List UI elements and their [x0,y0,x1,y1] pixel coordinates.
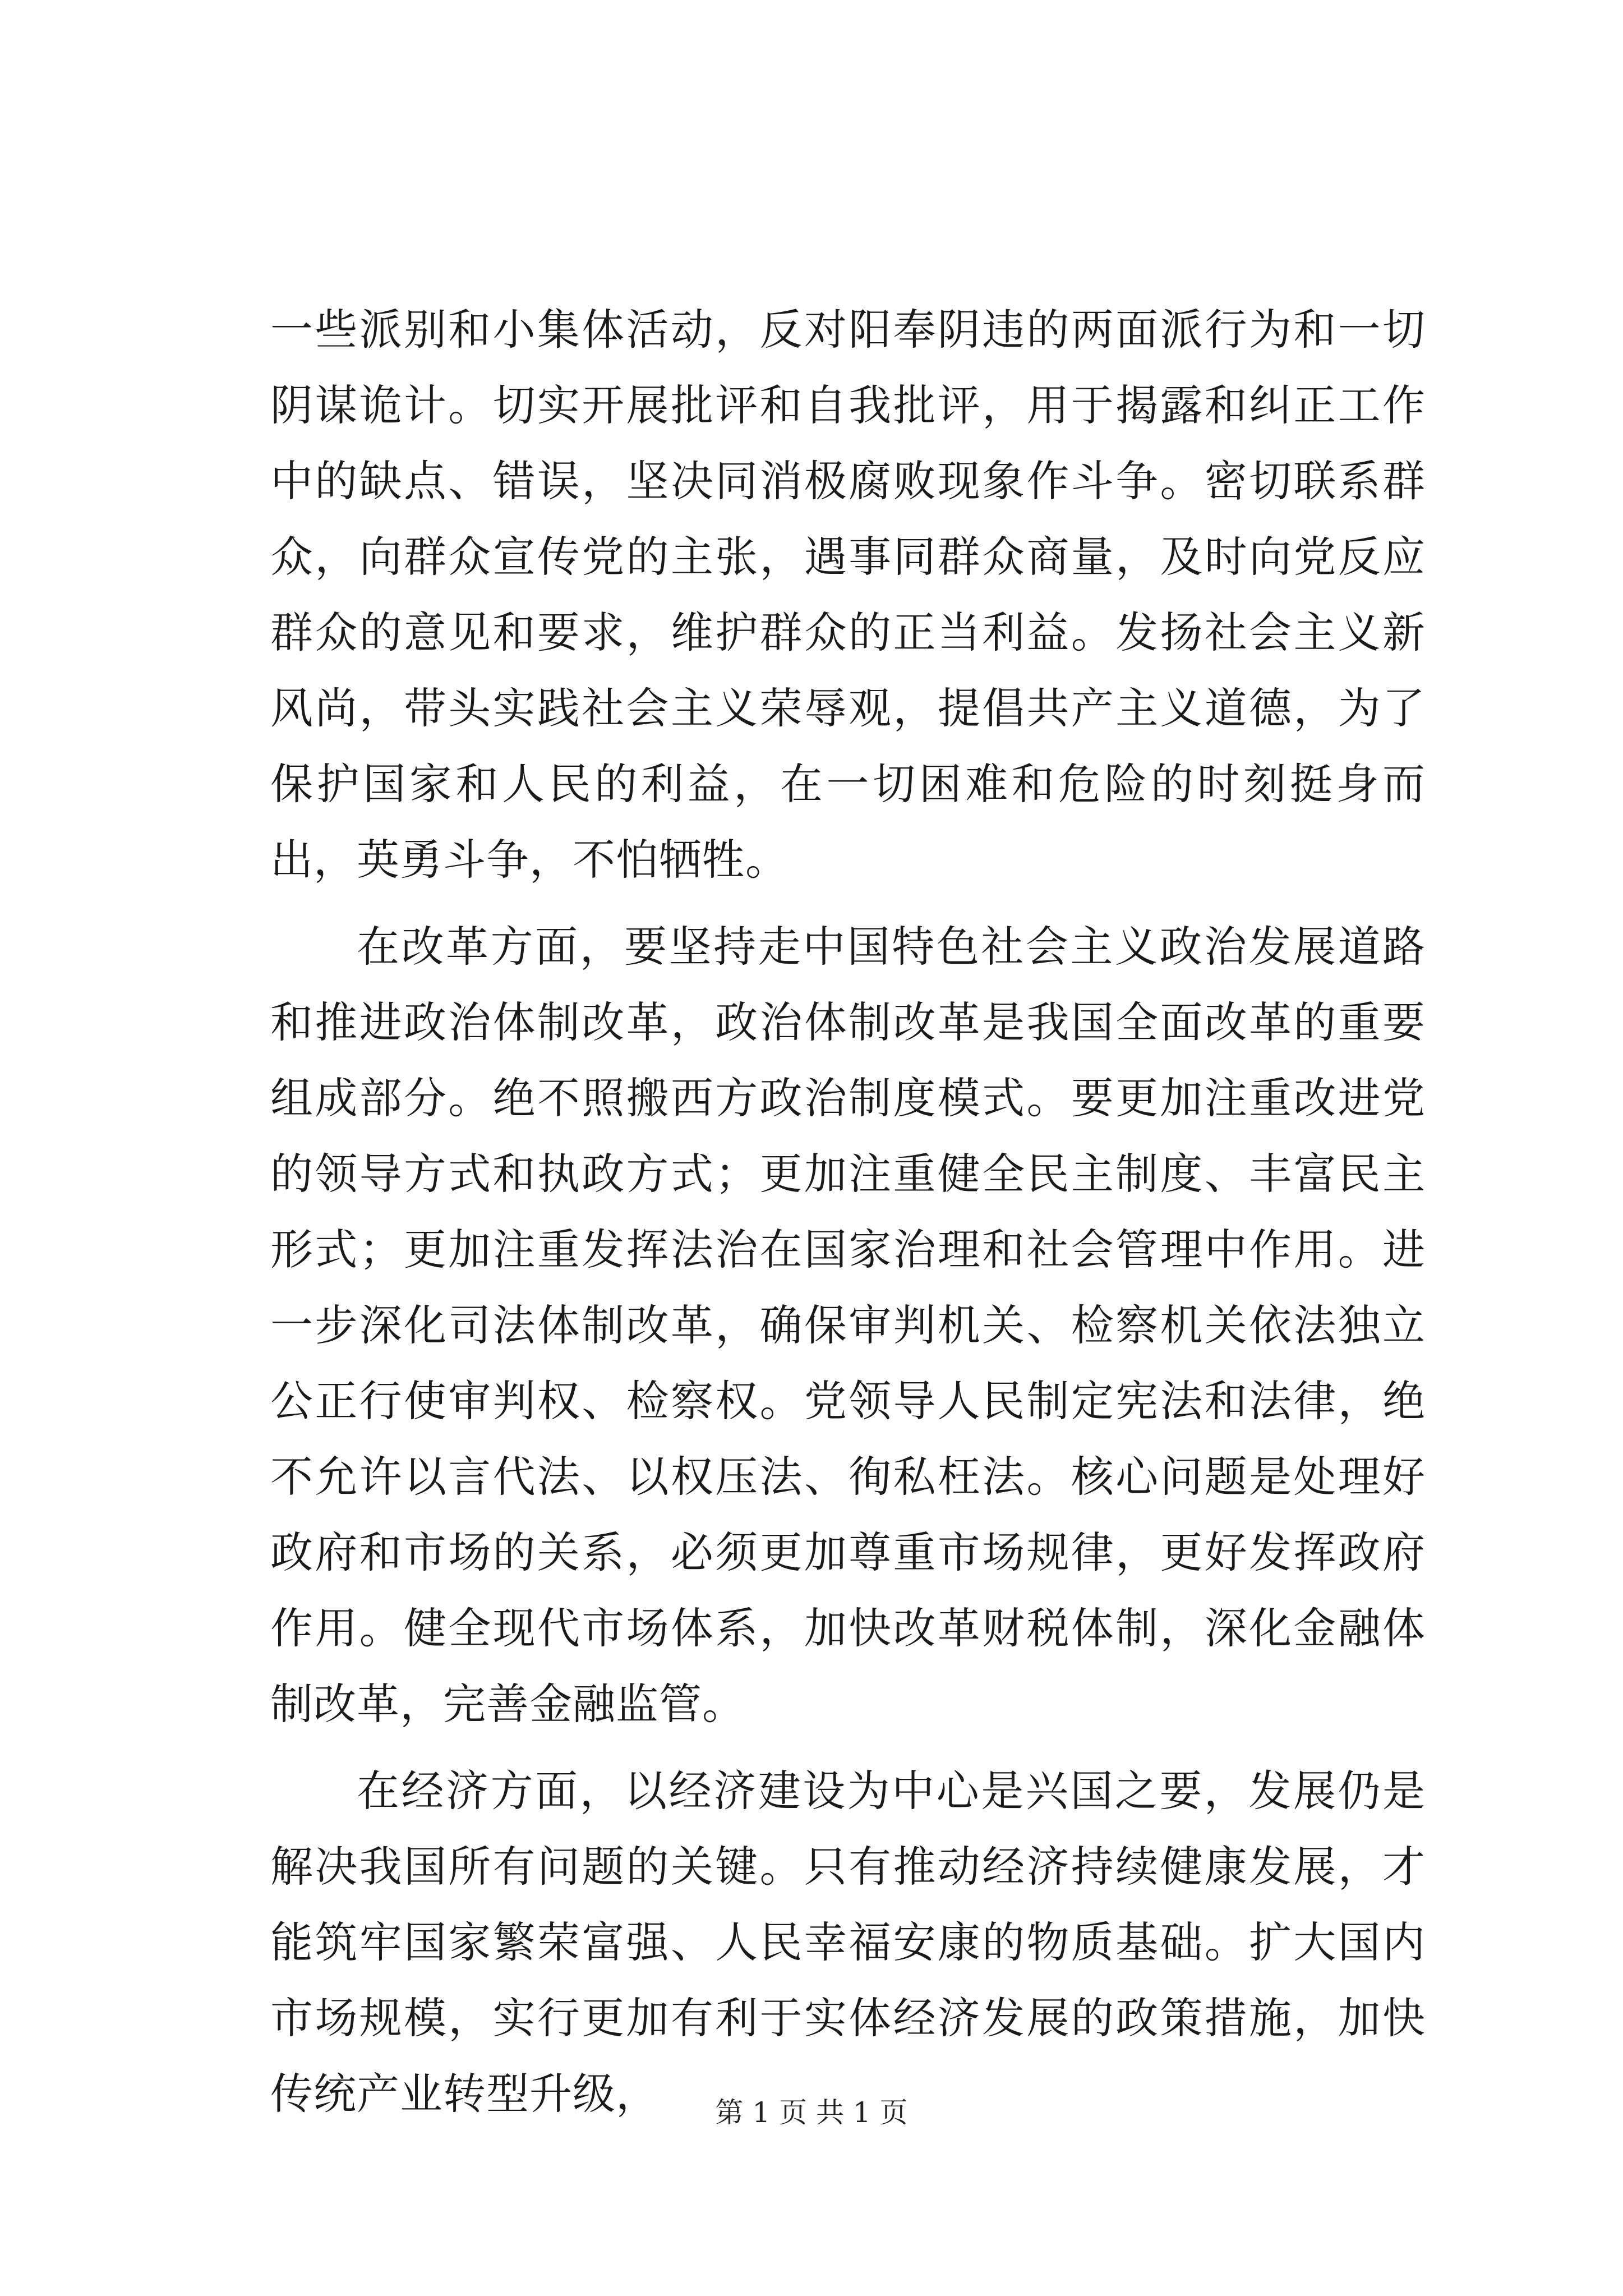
document-body [270,292,1426,2132]
paragraph-1: 一些派别和小集体活动，反对阳奉阴违的两面派行为和一切阴谋诡计。切实开展批评和自我批评，用于揭露和纠正工作中的缺点、错误，坚决同消极腐败现象作斗争。密切联系群众，向群众宣传党的主张，遇事同群众商量，及时向党反应群众的意见和要求，维护群众的正当利益。发扬社会主义新风尚，带头实践社会主义荣辱观，提倡共产主义道德，为了保护国家和人民的利益，在一切困难和危险的时刻挺身而出，英勇斗争，不怕牺牲。 [270,305,1426,885]
page-footer: 第 1 页 共 1 页 [715,2096,908,2129]
paragraph-3: 在经济方面，以经济建设为中心是兴国之要，发展仍是解决我国所有问题的关键。只有推动经济持续健康发展，才能筑牢国家繁荣富强、人民幸福安康的物质基础。扩大国内市场规模，实行更加有利于实体经济发展的政策措施，加快传统产业转型升级， [270,1766,1426,2119]
paragraph-2: 在改革方面，要坚持走中国特色社会主义政治发展道路和推进政治体制改革，政治体制改革是我国全面改革的重要组成部分。绝不照搬西方政治制度模式。要更加注重改进党的领导方式和执政方式；更加注重健全民主制度、丰富民主形式；更加注重发挥法治在国家治理和社会管理中作用。进一步深化司法体制改革，确保审判机关、检察机关依法独立公正行使审判权、检察权。党领导人民制定宪法和法律，绝不允许以言代法、以权压法、徇私枉法。核心问题是处理好政府和市场的关系，必须更加尊重市场规律，更好发挥政府作用。健全现代市场体系，加快改革财税体制，深化金融体制改革，完善金融监管。 [270,922,1426,1729]
